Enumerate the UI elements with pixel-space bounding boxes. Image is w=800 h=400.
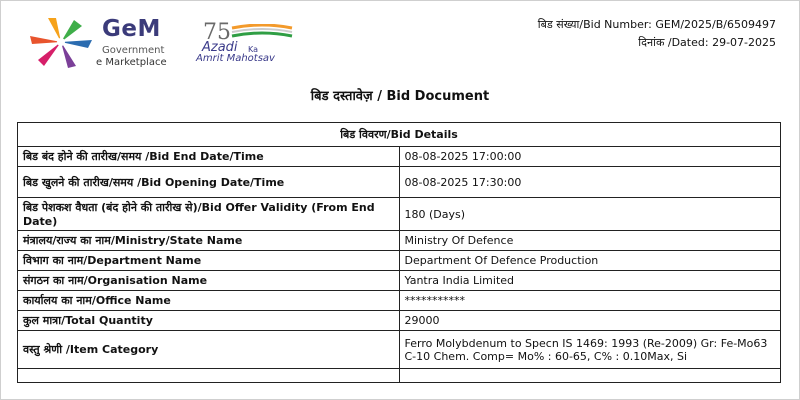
table-row xyxy=(18,311,781,331)
row-label: कार्यालय का नाम/Office Name xyxy=(18,291,400,311)
table-row xyxy=(18,167,781,198)
row-value: 08-08-2025 17:00:00 xyxy=(399,147,781,167)
row-value: Ministry Of Defence xyxy=(399,231,781,251)
row-value: Department Of Defence Production xyxy=(399,251,781,271)
table-row xyxy=(18,147,781,167)
table-row xyxy=(18,231,781,251)
azadi-logo-ka: Ka xyxy=(248,45,259,54)
azadi-ka-amrit-mahotsav-logo xyxy=(196,20,326,66)
row-label: कुल मात्रा/Total Quantity xyxy=(18,311,400,331)
bid-dated: दिनांक /Dated: 29-07-2025 xyxy=(638,36,776,49)
table-heading: बिड विवरण/Bid Details xyxy=(18,123,781,147)
table-row-cut-off xyxy=(18,369,781,383)
row-label: मंत्रालय/राज्य का नाम/Ministry/State Name xyxy=(18,231,400,251)
row-value: *********** xyxy=(399,291,781,311)
gem-logo-line2: e Marketplace xyxy=(96,57,167,68)
row-label: बिड बंद होने की तारीख/समय /Bid End Date/Time xyxy=(18,147,400,167)
document-title: बिड दस्तावेज़ / Bid Document xyxy=(310,89,490,104)
table-row xyxy=(18,331,781,369)
row-label: बिड पेशकश वैधता (बंद होने की तारीख से)/Bid Offer Validity (From End Date) xyxy=(18,198,400,231)
azadi-logo-line2: Amrit Mahotsav xyxy=(196,53,275,64)
row-value-empty xyxy=(399,369,781,383)
table-row xyxy=(18,198,781,231)
gem-logo-line1: Government xyxy=(102,45,165,56)
table-row xyxy=(18,291,781,311)
row-label: बिड खुलने की तारीख/समय /Bid Opening Date/Time xyxy=(18,167,400,198)
row-label: वस्तु श्रेणी /Item Category xyxy=(18,331,400,369)
gem-logo xyxy=(26,14,186,70)
bid-details-table xyxy=(17,122,781,383)
azadi-logo-number: 75 xyxy=(203,20,231,45)
gem-logo-word: GeM xyxy=(102,16,161,42)
azadi-logo-line1: Azadi xyxy=(202,40,238,55)
table-row xyxy=(18,271,781,291)
table-row xyxy=(18,251,781,271)
row-value: Yantra India Limited xyxy=(399,271,781,291)
table-heading-row xyxy=(18,123,781,147)
row-value: 29000 xyxy=(399,311,781,331)
gem-star-logo-icon xyxy=(26,14,96,70)
row-label: संगठन का नाम/Organisation Name xyxy=(18,271,400,291)
row-label-empty xyxy=(18,369,400,383)
row-value: 180 (Days) xyxy=(399,198,781,231)
row-value: Ferro Molybdenum to Specn IS 1469: 1993 (Re-2009) Gr: Fe-Mo63 C-10 Chem. Comp= Mo% : 60-65, C% : 0.10Max, Si xyxy=(399,331,781,369)
row-label: विभाग का नाम/Department Name xyxy=(18,251,400,271)
flag-stripes-icon xyxy=(230,24,294,38)
bid-number: बिड संख्या/Bid Number: GEM/2025/B/6509497 xyxy=(537,18,776,31)
row-value: 08-08-2025 17:30:00 xyxy=(399,167,781,198)
